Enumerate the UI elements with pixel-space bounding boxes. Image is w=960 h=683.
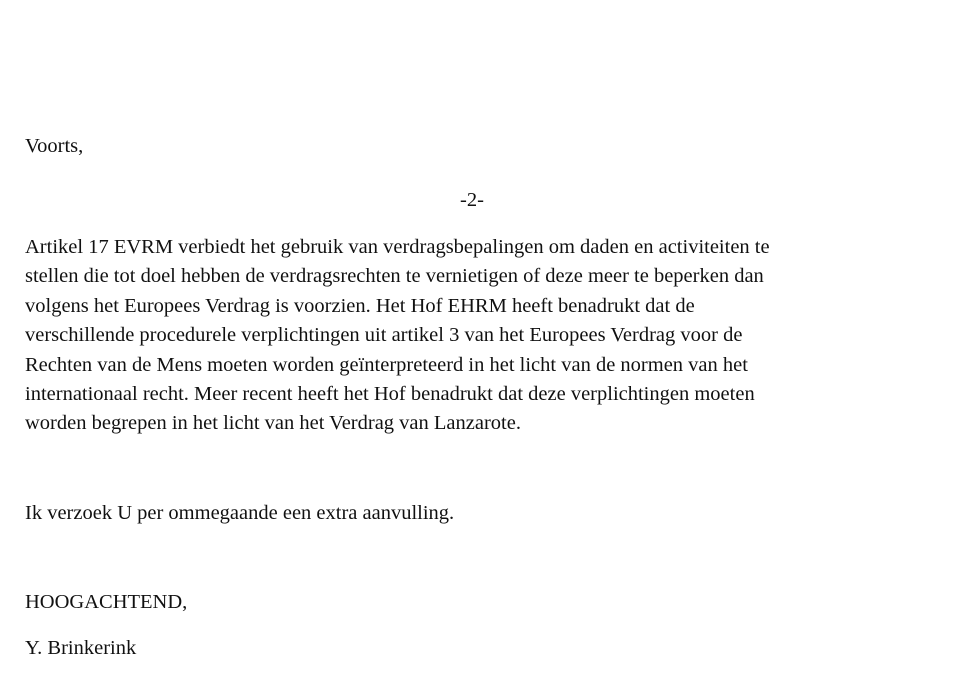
greeting: Voorts, (25, 135, 84, 157)
body-paragraph (25, 233, 925, 439)
closing-salutation: HOOGACHTEND, (25, 591, 188, 613)
signature-name: Y. Brinkerink (25, 637, 137, 659)
paragraph-line: verschillende procedurele verplichtingen uit artikel 3 van het Europees Verdrag voor de (25, 324, 743, 347)
paragraph-line: stellen die tot doel hebben de verdragsrechten te vernietigen of deze meer te beperken dan (25, 265, 764, 288)
paragraph-line: worden begrepen in het licht van het Verdrag van Lanzarote. (25, 412, 521, 435)
request-sentence: Ik verzoek U per ommegaande een extra aanvulling. (25, 502, 455, 524)
page-number: -2- (460, 189, 484, 211)
paragraph-line: Artikel 17 EVRM verbiedt het gebruik van verdragsbepalingen om daden en activiteiten te (25, 236, 770, 258)
paragraph-line: internationaal recht. Meer recent heeft het Hof benadrukt dat deze verplichtingen moeten (25, 383, 755, 406)
paragraph-line: volgens het Europees Verdrag is voorzien. Het Hof EHRM heeft benadrukt dat de (25, 294, 695, 317)
paragraph-line: Rechten van de Mens moeten worden geïnterpreteerd in het licht van de normen van het (25, 353, 748, 376)
